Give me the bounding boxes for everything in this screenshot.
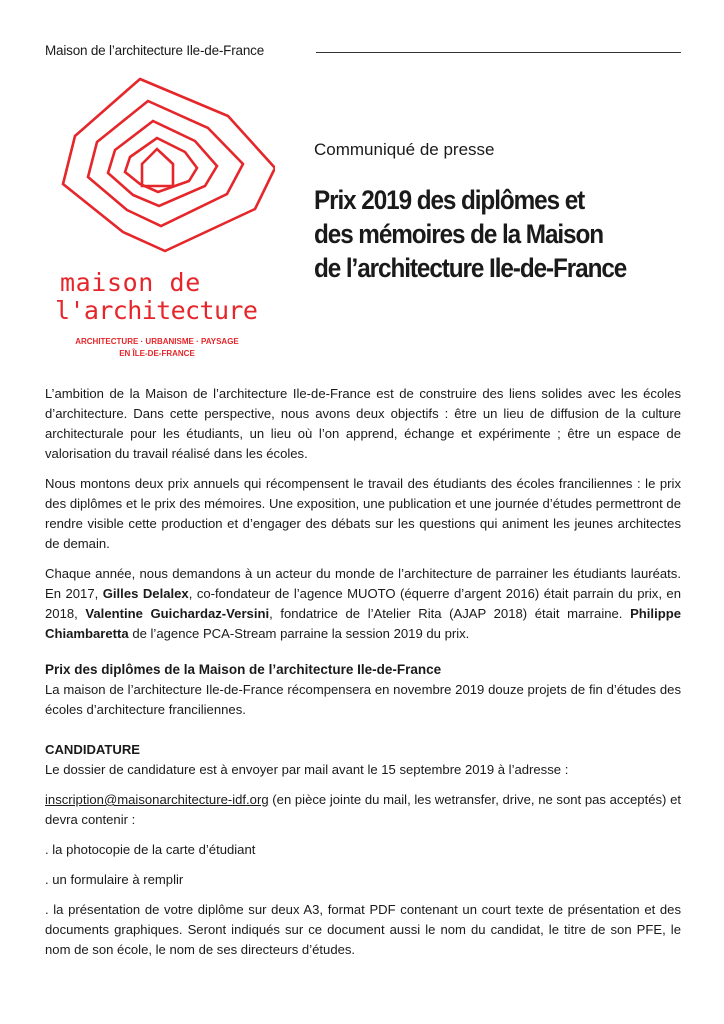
press-release-title — [314, 183, 656, 285]
logo-wordmark-line1: maison de — [60, 268, 201, 297]
title-line-2: des mémoires de la Maison — [314, 219, 604, 249]
logo-shape-4 — [125, 138, 197, 192]
candidature-email-note: (en pièce jointe du mail, les wetransfer, drive, ne sont pas acceptés) et devra contenir : — [45, 792, 681, 827]
sponsor-name-2: Valentine Guichardaz-Versini — [85, 606, 270, 621]
sponsors-text-d: de l’agence PCA-Stream parraine la session 2019 du prix. — [128, 626, 470, 641]
sponsors-text-a: Chaque année, nous demandons à un acteur du monde de l’architecture de parrainer les étudiants lauréats. En 2017, — [45, 566, 681, 601]
section-title-prize: Prix des diplômes de la Maison de l’architecture Ile-de-France — [45, 662, 442, 677]
list-item-student-card: . la photocopie de la carte d’étudiant — [45, 842, 256, 857]
header-rule — [316, 52, 681, 53]
sponsor-name-3: Philippe Chiambaretta — [45, 606, 681, 641]
title-line-3: de l’architecture Ile-de-France — [314, 253, 627, 283]
logo-house-icon — [142, 149, 173, 186]
maison-architecture-logo — [45, 76, 275, 366]
sponsors-text-c: , fondatrice de l’Atelier Rita (AJAP 2018) était marraine. — [269, 606, 631, 621]
paragraph-sponsors — [45, 564, 681, 644]
list-item-form: . un formulaire à remplir — [45, 872, 184, 887]
logo-wordmark-line2: l'architecture — [55, 296, 258, 325]
logo-graphic — [45, 76, 275, 366]
sponsor-name-1: Gilles Delalex — [102, 586, 189, 601]
title-line-1: Prix 2019 des diplômes et — [314, 185, 585, 215]
email-link[interactable]: inscription@maisonarchitecture-idf.org — [45, 792, 269, 807]
candidature-intro: Le dossier de candidature est à envoyer par mail avant le 15 septembre 2019 à l’adresse : — [45, 762, 569, 777]
paragraph-prizes: Nous montons deux prix annuels qui récompensent le travail des étudiants des écoles franciliennes : le prix des diplômes et le prix des mémoires. Une exposition, une publication et une journée d’études permettront de rendre visible cette production et d’engager des débats sur les questions qui animent les jeunes architectes de demain. — [45, 476, 681, 551]
candidature-email-line — [45, 790, 681, 830]
press-release-label: Communiqué de presse — [314, 140, 495, 159]
logo-shape-3 — [108, 121, 217, 206]
body-text — [45, 384, 681, 970]
candidature-heading: CANDIDATURE — [45, 742, 141, 757]
sponsors-text-b: , co-fondateur de l’agence MUOTO (équerre d’argent 2016) était parrain du prix, en 2018, — [45, 586, 681, 621]
logo-tagline-line2: EN ÎLE-DE-FRANCE — [119, 349, 195, 358]
paragraph-ambition: L’ambition de la Maison de l’architecture Ile-de-France est de construire des liens solides avec les écoles d’architecture. Dans cette perspective, nous avons deux objectifs : être un lieu de diffusion de la culture architecturale pour les étudiants, un lieu où l’on apprend, échange et expérimente ; être un espace de valorisation du travail réalisé dans les écoles. — [45, 386, 681, 461]
header-organization: Maison de l’architecture Ile-de-France — [45, 43, 264, 58]
logo-tagline-line1: ARCHITECTURE · URBANISME · PAYSAGE — [75, 337, 239, 346]
list-item-presentation: . la présentation de votre diplôme sur deux A3, format PDF contenant un court texte de présentation et des documents graphiques. Seront indiqués sur ce document aussi le nom du candidat, le titre de son PFE, le nom de son école, le nom de ses directeurs d’études. — [45, 902, 681, 957]
paragraph-prize-details: La maison de l’architecture Ile-de-France récompensera en novembre 2019 douze projets de fin d’études des écoles d’architecture franciliennes. — [45, 682, 681, 717]
